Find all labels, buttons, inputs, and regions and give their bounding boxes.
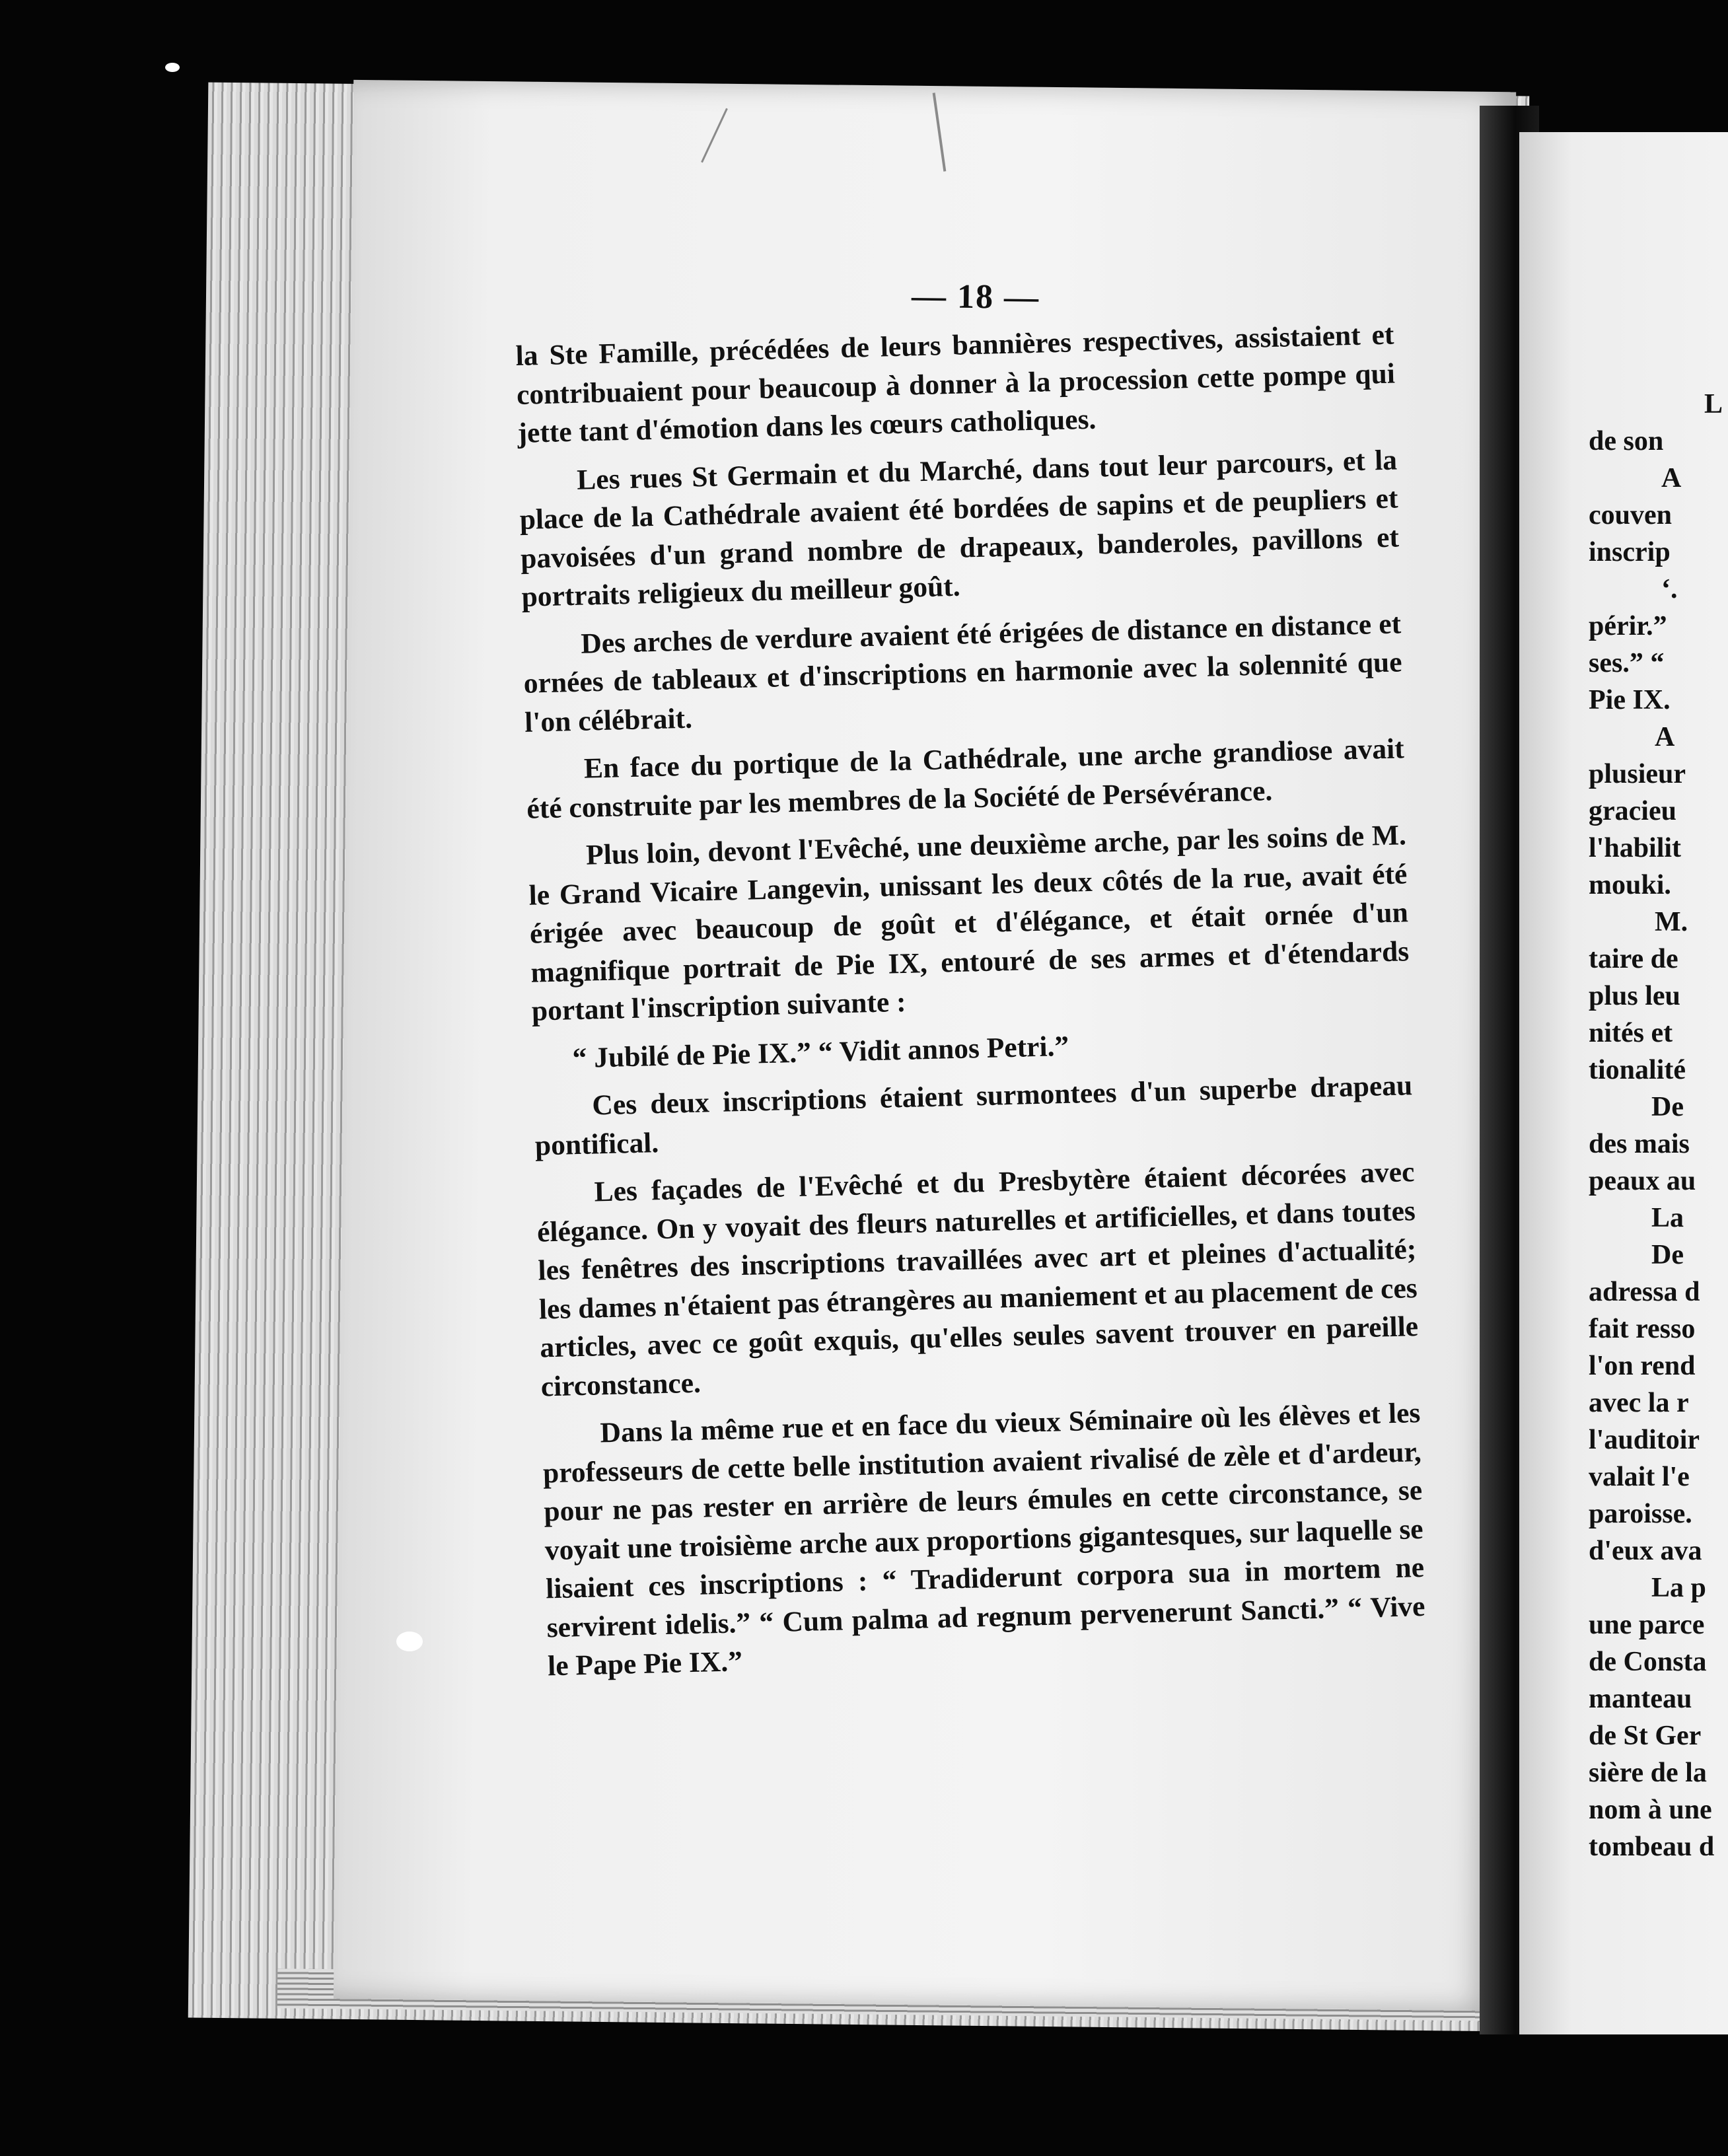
facing-line: une parce: [1589, 1610, 1705, 1640]
facing-line: d'eux ava: [1589, 1536, 1702, 1566]
facing-line: de son: [1589, 426, 1664, 456]
facing-line: tombeau d: [1589, 1832, 1715, 1862]
facing-line: peaux au: [1589, 1166, 1696, 1196]
paragraph: Ces deux inscriptions étaient surmontees d'un superbe drapeau pontifical.: [534, 1069, 1413, 1162]
facing-line: de Consta: [1589, 1647, 1707, 1677]
film-speck: [396, 1632, 423, 1651]
facing-line: inscrip: [1589, 537, 1671, 567]
facing-line: l'on rend: [1589, 1351, 1696, 1381]
facing-line: plusieur: [1589, 759, 1686, 789]
facing-line: paroisse.: [1589, 1499, 1692, 1529]
facing-line: périr.”: [1589, 611, 1667, 641]
facing-line: de St Ger: [1589, 1721, 1702, 1751]
facing-line: sière de la: [1589, 1758, 1707, 1788]
facing-line: ‘.: [1661, 574, 1678, 604]
paragraph: Plus loin, devont l'Evêché, une deuxième arche, par les soins de M. le Grand Vicaire Langevin, unissant les deux côtés de la rue, avait été érigée avec beaucoup de goût et d'élégance, et était ornée d'un magnifique portrait de Pie IX, entouré de ses armes et d'étendards portant l'inscription suivante :: [528, 819, 1410, 1027]
facing-line: plus leu: [1589, 981, 1680, 1011]
facing-line: l'auditoir: [1589, 1425, 1700, 1455]
facing-line: fait resso: [1589, 1314, 1696, 1344]
facing-line: nom à une: [1589, 1795, 1712, 1825]
inscription-quote: “ Jubilé de Pie IX.” “ Vidit annos Petri.”: [572, 1030, 1069, 1074]
page-body-text: [515, 316, 1427, 1695]
facing-line: L: [1704, 389, 1723, 419]
facing-line: mouki.: [1589, 870, 1671, 900]
film-speck: [165, 63, 180, 72]
facing-line: A: [1661, 463, 1682, 493]
facing-line: De: [1651, 1240, 1684, 1270]
facing-line: des mais: [1589, 1129, 1690, 1159]
paragraph: En face du portique de la Cathédrale, une arche grandiose avait été construite par les membres de la Société de Persévérance.: [526, 733, 1405, 825]
facing-page-text: [1589, 386, 1728, 1866]
paragraph: Les façades de l'Evêché et du Presbytère étaient décorées avec élégance. On y voyait des fleurs naturelles et artificielles, et dans toutes les fenêtres des inscriptions travaillées avec art et pleines d'actualité; les dames n'étaient pas étrangères au maniement et au placement de ces articles, avec ce goût exquis, qu'elles seules savent trouver en pareille circonstance.: [536, 1156, 1419, 1403]
facing-line: A: [1655, 722, 1675, 752]
facing-line: De: [1651, 1092, 1684, 1122]
facing-line: l'habilit: [1589, 833, 1682, 863]
facing-line: valait l'e: [1589, 1462, 1690, 1492]
facing-line: gracieu: [1589, 796, 1676, 826]
facing-line: manteau: [1589, 1684, 1692, 1714]
facing-line: nités et: [1589, 1018, 1673, 1048]
facing-line: avec la r: [1589, 1388, 1689, 1418]
page-number: — 18 —: [911, 277, 1040, 317]
facing-line: ses.” “: [1589, 648, 1665, 678]
paragraph: Dans la même rue et en face du vieux Séminaire où les élèves et les professeurs de cette belle institution avaient rivalisé de zèle et d'ardeur, pour ne pas rester en arrière de leurs émules en cette circonstance, se voyait une troisième arche aux proportions gigantesques, sur laquelle se lisaient ces inscriptions : “ Tradiderunt corpora sua in mortem ne servirent idelis.” “ Cum palma ad regnum pervenerunt Sancti.” “ Vive le Pape Pie IX.”: [542, 1397, 1425, 1682]
facing-line: La p: [1651, 1573, 1706, 1603]
facing-line: La: [1651, 1203, 1684, 1233]
facing-line: taire de: [1589, 944, 1678, 974]
facing-line: M.: [1655, 907, 1688, 937]
facing-line: adressa d: [1589, 1277, 1700, 1307]
paragraph: Les rues St Germain et du Marché, dans tout leur parcours, et la place de la Cathédrale avaient été bordées de sapins et de peupliers et pavoisées d'un grand nombre de drapeaux, banderoles, pavillons et portraits religieux du meilleur goût.: [519, 443, 1400, 613]
facing-line: Pie IX.: [1589, 685, 1671, 715]
paragraph: la Ste Famille, précédées de leurs bannières respectives, assistaient et contribuaient pour beaucoup à donner à la procession cette pompe qui jette tant d'émotion dans les cœurs catholiques.: [515, 318, 1396, 449]
facing-line: tionalité: [1589, 1055, 1686, 1085]
paragraph: Des arches de verdure avaient été érigées de distance en distance et ornées de tableaux et d'inscriptions en harmonie avec la solennité que l'on célébrait.: [523, 607, 1403, 738]
facing-line: couven: [1589, 500, 1672, 530]
